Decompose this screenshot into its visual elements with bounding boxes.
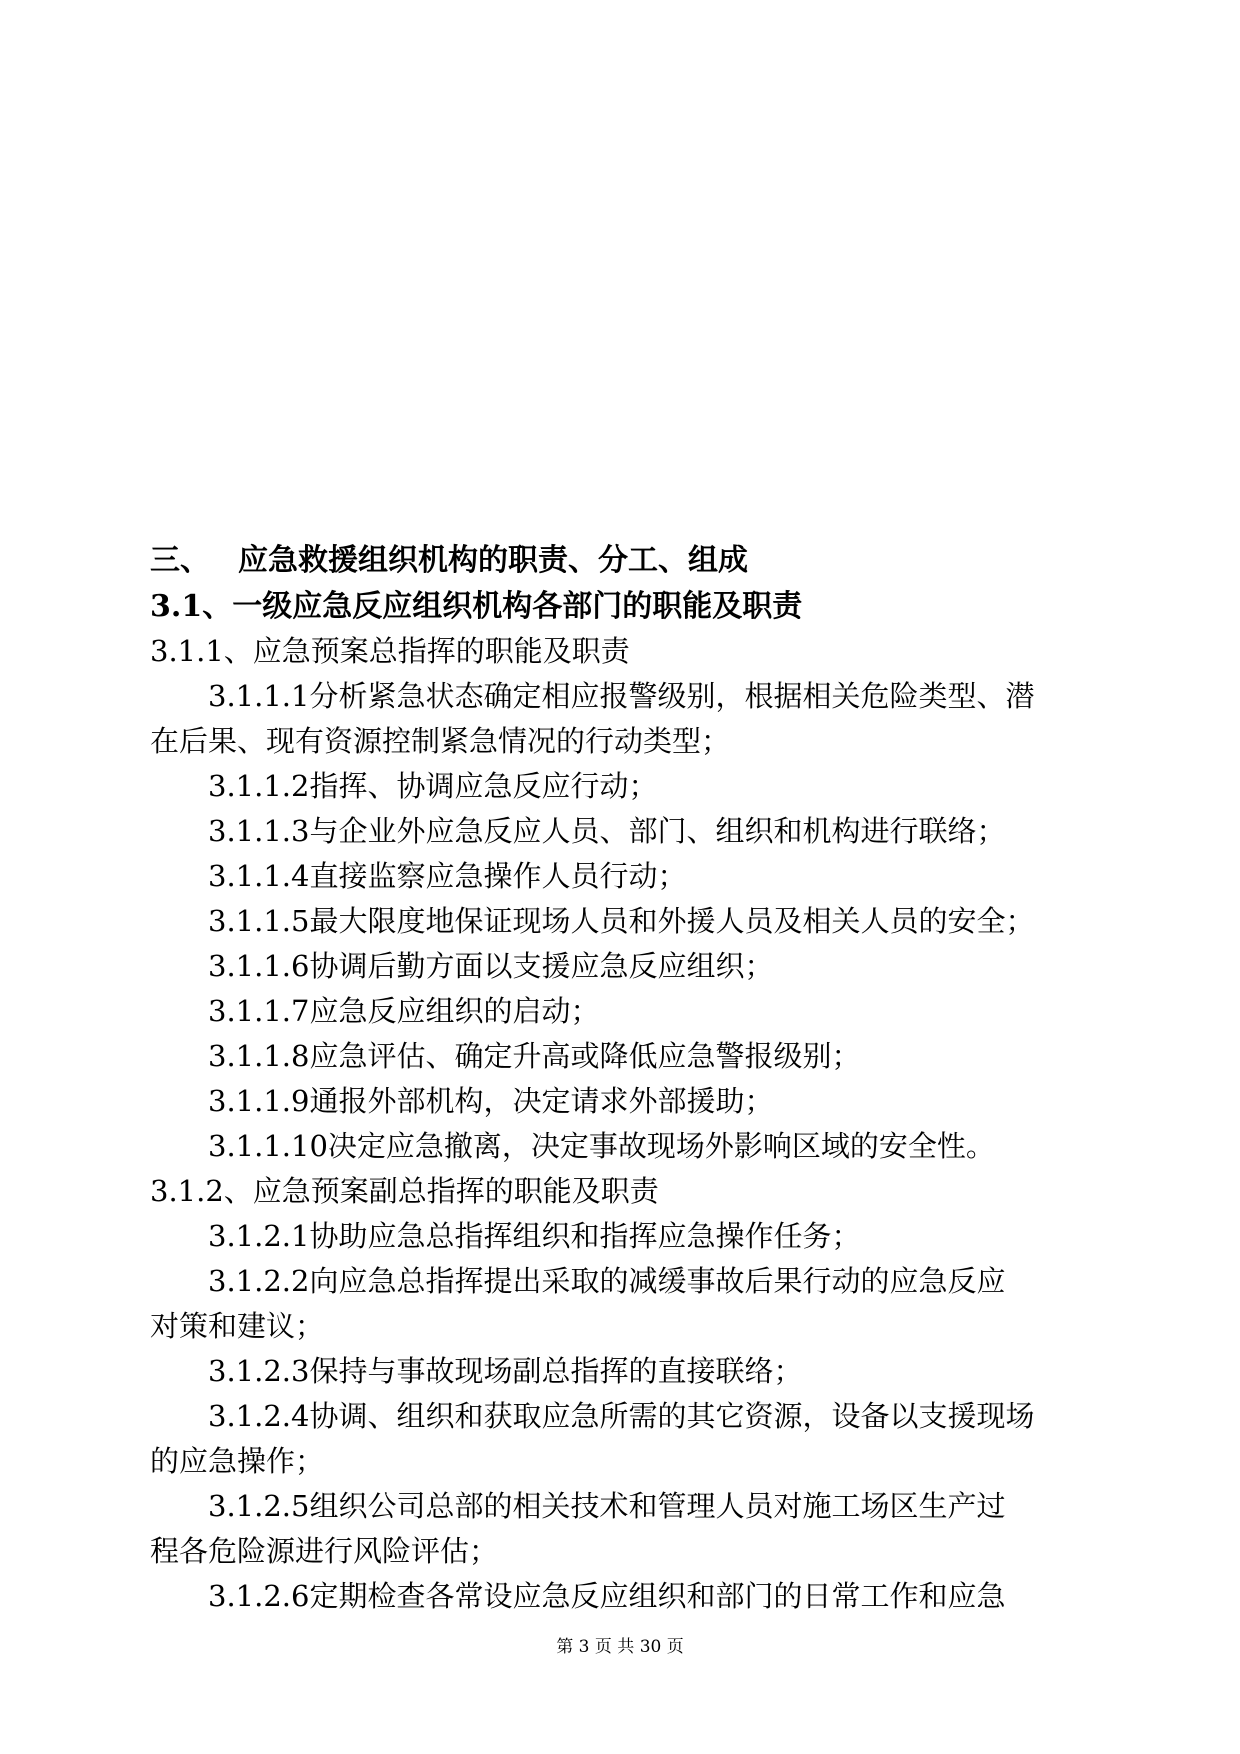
list-item: 3.1.1.2指挥、协调应急反应行动； [208,769,658,803]
list-item: 3.1.2.2向应急总指挥提出采取的减缓事故后果行动的应急反应 [208,1264,1006,1298]
list-item-continuation: 程各危险源进行风险评估； [150,1534,499,1568]
document-body [150,537,1070,1619]
subsubsection-heading: 3.1.1、应急预案总指挥的职能及职责 [150,634,630,668]
subsubsection-heading: 3.1.2、应急预案副总指挥的职能及职责 [150,1174,659,1208]
list-item: 3.1.1.5最大限度地保证现场人员和外援人员及相关人员的安全； [208,904,1035,938]
section-title: 应急救援组织机构的职责、分工、组成 [238,543,748,578]
list-item-continuation: 在后果、现有资源控制紧急情况的行动类型； [150,724,731,758]
list-item: 3.1.1.6协调后勤方面以支援应急反应组织； [208,949,774,983]
section-number: 三、 [150,543,210,578]
page-footer: 第 3 页 共 30 页 [556,1637,684,1657]
list-item-continuation: 对策和建议； [150,1309,325,1343]
list-item: 3.1.2.5组织公司总部的相关技术和管理人员对施工场区生产过 [208,1489,1006,1523]
section-heading [150,537,1070,584]
list-item: 3.1.2.3保持与事故现场副总指挥的直接联络； [208,1354,803,1388]
subsection-heading: 3.1、一级应急反应组织机构各部门的职能及职责 [150,589,803,624]
list-item: 3.1.1.9通报外部机构，决定请求外部援助； [208,1084,774,1118]
list-item: 3.1.1.8应急评估、确定升高或降低应急警报级别； [208,1039,861,1073]
list-item: 3.1.2.4协调、组织和获取应急所需的其它资源，设备以支援现场 [208,1399,1035,1433]
list-item: 3.1.1.10决定应急撤离，决定事故现场外影响区域的安全性。 [208,1129,995,1163]
list-item: 3.1.1.7应急反应组织的启动； [208,994,600,1028]
list-item: 3.1.1.3与企业外应急反应人员、部门、组织和机构进行联络； [208,814,1006,848]
list-item: 3.1.1.4直接监察应急操作人员行动； [208,859,687,893]
list-item: 3.1.2.6定期检查各常设应急反应组织和部门的日常工作和应急 [208,1579,1006,1613]
list-item: 3.1.2.1协助应急总指挥组织和指挥应急操作任务； [208,1219,861,1253]
list-item: 3.1.1.1分析紧急状态确定相应报警级别，根据相关危险类型、潜 [208,679,1035,713]
list-item-continuation: 的应急操作； [150,1444,325,1478]
